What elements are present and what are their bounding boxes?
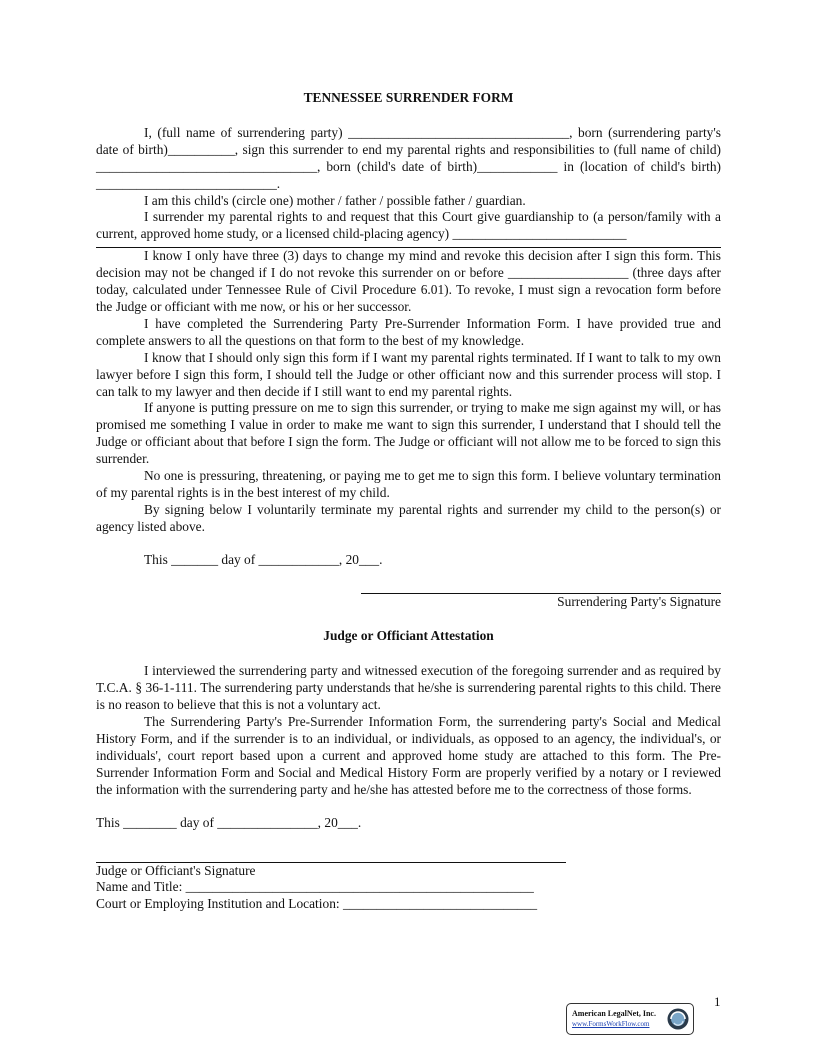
termination-paragraph: By signing below I voluntarily terminate my parental rights and surrender my child to the person(s) or agency listed above. bbox=[96, 501, 721, 534]
surrendering-signature-label: Surrendering Party's Signature bbox=[557, 593, 721, 609]
voluntary-paragraph: No one is pressuring, threatening, or paying me to get me to sign this form. I believe voluntary termination of my parental rights is in the best interest of my child. bbox=[96, 468, 721, 500]
judge-signature-label: Judge or Officiant's Signature bbox=[96, 862, 256, 878]
pressure-paragraph: If anyone is putting pressure on me to sign this surrender, or trying to make me sign against my will, or has promised me something I value in order to make me want to sign this surrender, I understand that I should tell the Judge or officiant about that before I sign the form. The Judge or officiant will not allow me to be forced to sign this surrender. bbox=[96, 400, 721, 467]
pre-surrender-paragraph: I have completed the Surrendering Party Pre-Surrender Information Form. I have provided true and complete answers to all the questions on that form to the best of my knowledge. bbox=[96, 315, 721, 348]
revocation-paragraph: I know I only have three (3) days to change my mind and revoke this decision after I sign this form. This decision may not be changed if I do not revoke this surrender on or before __________________ (three days after today, calculated under Tennessee Rule of Civil Procedure 6.01). To revoke, I must sign a revocation form before the Judge or officiant with me now, or his or her successor. bbox=[96, 248, 721, 314]
document-page bbox=[96, 90, 721, 913]
judge-signature-block bbox=[96, 863, 721, 914]
form-title: TENNESSEE SURRENDER FORM bbox=[303, 90, 514, 105]
guardianship-text: I surrender my parental rights to and request that this Court give guardianship to (a person/family with a current, approved home study, or a licensed child-placing agency) __________________________ bbox=[96, 209, 721, 242]
surrender-date-line: This _______ day of ____________, 20___. bbox=[144, 551, 383, 567]
footer-logo[interactable] bbox=[566, 1003, 694, 1035]
attestation-paragraph-2: The Surrendering Party's Pre-Surrender Information Form, the surrendering party's Social and Medical History Form, and if the surrender is to an individual, or individuals, as opposed to an agency, the individual's, or individuals', court report based upon a current and approved home study are attached to this form. The Pre-Surrender Information Form and Social and Medical History Form are properly verified by a notary or I reviewed the information with the surrendering party and he/she has attested before me to the correctness of those forms. bbox=[96, 714, 721, 797]
attestation-title: Judge or Officiant Attestation bbox=[323, 628, 494, 644]
page-number: 1 bbox=[714, 994, 721, 1009]
attestation-paragraph-1: I interviewed the surrendering party and witnessed execution of the foregoing surrender and as required by T.C.A. § 36-1-111. The surrendering party understands that he/she is surrendering parental rights to this child. There is no reason to believe that this is not a voluntary act. bbox=[96, 663, 721, 713]
relationship-paragraph: I am this child's (circle one) mother / father / possible father / guardian. bbox=[144, 192, 526, 208]
court-location-line: Court or Employing Institution and Location: _____________________________ bbox=[96, 896, 538, 912]
lawyer-paragraph: I know that I should only sign this form if I want my parental rights terminated. If I want to talk to my own lawyer before I sign this form, I should tell the Judge or other officiant now and this surrender process will stop. I can talk to my lawyer and then decide if I still want to end my parental rights. bbox=[96, 349, 721, 399]
globe-icon bbox=[666, 1007, 690, 1031]
guardianship-paragraph bbox=[96, 209, 721, 248]
logo-company-name: American LegalNet, Inc. bbox=[572, 1009, 656, 1018]
attestation-date-line: This ________ day of _______________, 20___. bbox=[96, 814, 362, 830]
surrendering-signature-block bbox=[96, 593, 721, 611]
party-info-paragraph: I, (full name of surrendering party) _________________________________, born (surrendering party's date of birth)__________, sign this surrender to end my parental rights and responsibilities to (full name of child) _________________________________, born (child's date of birth)____________ in (location of child's birth) ___________________________. bbox=[96, 124, 721, 191]
name-title-line: Name and Title: ____________________________________________________ bbox=[96, 879, 534, 895]
logo-url-link[interactable]: www.FormsWorkFlow.com bbox=[572, 1020, 650, 1028]
